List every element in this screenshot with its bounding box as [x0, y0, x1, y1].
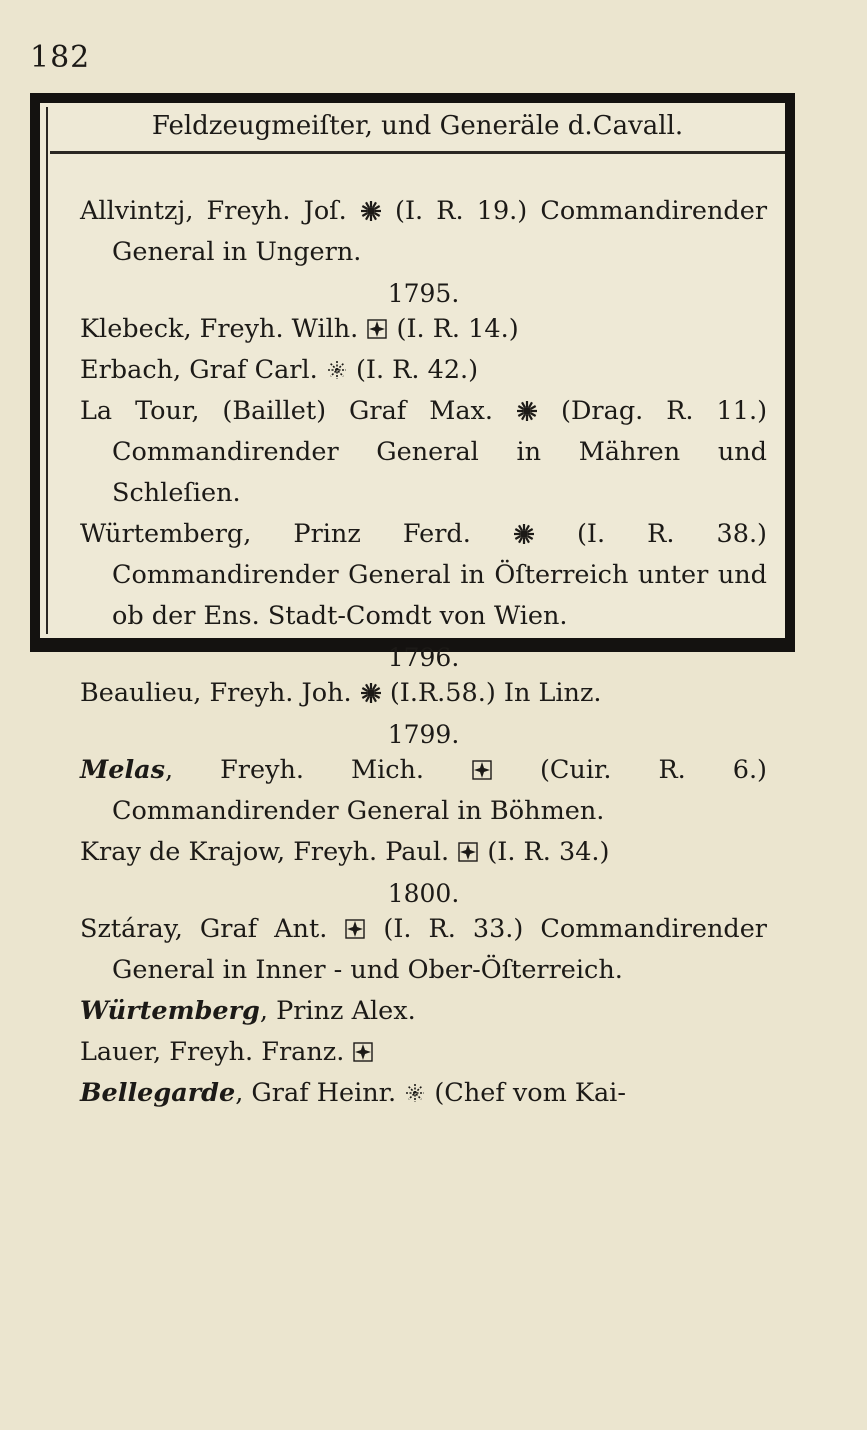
general-title: , Prinz Ferd. [243, 519, 513, 549]
general-title: , Graf Heinr. [235, 1078, 405, 1108]
order-star-icon [513, 523, 535, 545]
general-title: , Graf Carl. [173, 355, 326, 385]
general-name: Allvintzj [80, 196, 186, 226]
general-title: , Freyh. Paul. [276, 837, 458, 867]
section-header: Feldzeugmeiſter, und Generäle d.Cavall. [50, 111, 785, 154]
order-cross-icon [352, 1041, 374, 1063]
order-cross-icon [471, 759, 493, 781]
general-name: Lauer [80, 1037, 154, 1067]
general-details: (I. R. 14.) [396, 314, 519, 344]
page-number: 182 [30, 40, 91, 75]
general-details: (Cuir. R. 6.) Commandirender General in Böhmen. [112, 755, 767, 826]
general-title: , Freyh. Joh. [193, 678, 360, 708]
general-details: (I. R. 42.) [355, 355, 479, 385]
general-name: La Tour [80, 396, 192, 426]
order-cross-icon [344, 918, 366, 940]
general-title: , Freyh. Joſ. [185, 196, 360, 226]
year-heading: 1795. [387, 279, 460, 308]
general-entry [80, 673, 767, 714]
order-asterisk-icon [404, 1082, 426, 1104]
general-entry [80, 391, 767, 514]
text-frame [30, 93, 795, 1108]
year-heading: 1796. [387, 643, 460, 672]
general-details: (I. R. 34.) [487, 837, 610, 867]
entry-list [80, 191, 767, 1114]
general-details: (I. R. 33.) Commandirender General in Inner - und Ober-Öſterreich. [112, 914, 768, 985]
general-entry [80, 350, 767, 391]
general-name: Beaulieu [80, 678, 194, 708]
general-entry [80, 991, 767, 1032]
general-title: , Freyh. Mich. [165, 755, 471, 785]
general-name: Kray de Krajow [80, 837, 277, 867]
order-star-icon [360, 200, 382, 222]
general-details: (I. R. 19.) Commandirender General in Ungern. [112, 196, 768, 267]
order-asterisk-icon [326, 359, 348, 381]
order-star-icon [516, 400, 538, 422]
general-entry [80, 832, 767, 873]
general-title: , Freyh. Franz. [153, 1037, 353, 1067]
general-entry [80, 1073, 767, 1114]
general-entry [80, 1032, 767, 1073]
year-heading: 1800. [387, 879, 460, 908]
general-title: , Prinz Alex. [259, 996, 416, 1026]
order-cross-icon [457, 841, 479, 863]
general-title: , Freyh. Wilh. [183, 314, 367, 344]
general-details: (Chef vom Kai- [434, 1078, 626, 1108]
year-heading: 1799. [387, 720, 460, 749]
general-details: (I.R.58.) In Linz. [389, 678, 602, 708]
general-entry [80, 191, 767, 273]
general-name: Würtemberg [80, 996, 260, 1026]
general-entry [80, 909, 767, 991]
general-details: (I. R. 38.) Commandirender General in Öſterreich unter und ob der Ens. Stadt-Comdt von Wien. [112, 519, 767, 631]
general-entry [80, 514, 767, 637]
general-name: Würtemberg [80, 519, 244, 549]
general-name: Klebeck [80, 314, 184, 344]
general-title: , Graf Ant. [174, 914, 345, 944]
general-entry [80, 750, 767, 832]
general-details: (Drag. R. 11.) Commandirender General in Mähren und Schleſien. [112, 396, 768, 508]
general-name: Sztáray [80, 914, 175, 944]
order-cross-icon [366, 318, 388, 340]
general-name: Melas [80, 755, 166, 785]
general-title: , (Baillet) Graf Max. [191, 396, 517, 426]
general-entry [80, 309, 767, 350]
general-name: Erbach [80, 355, 174, 385]
order-star-icon [360, 682, 382, 704]
general-name: Bellegarde [80, 1078, 236, 1108]
